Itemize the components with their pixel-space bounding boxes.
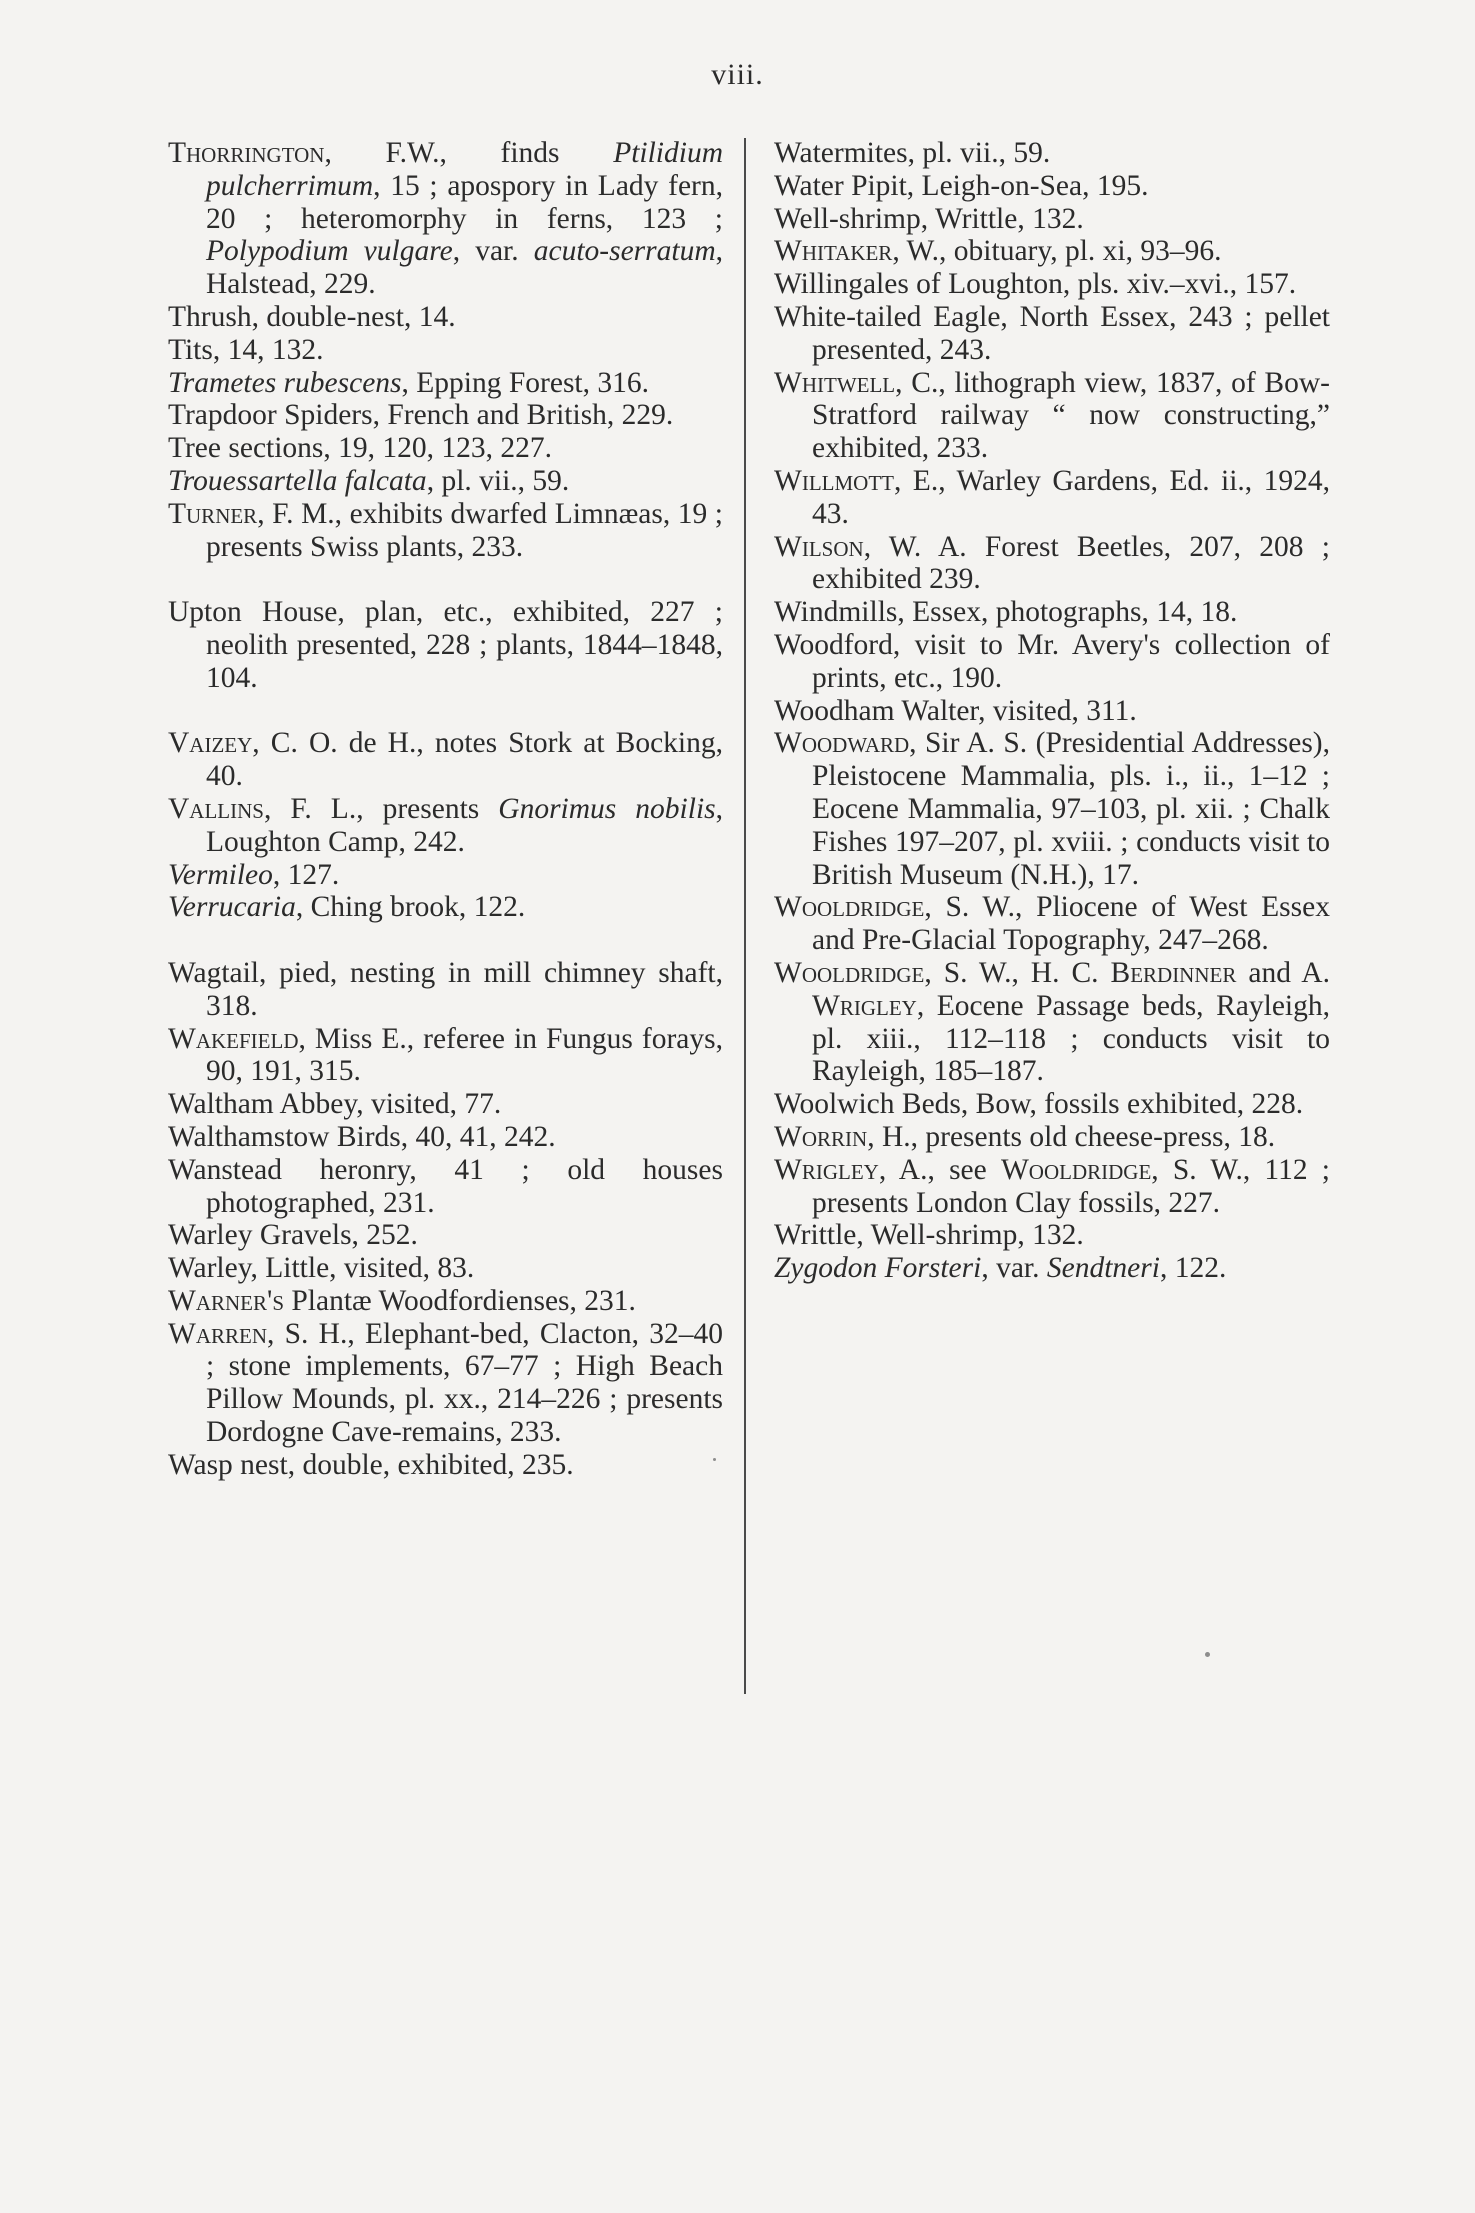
entry-text: Woodham Walter, visited, 311. bbox=[774, 694, 1137, 727]
entry-text: , Loughton Camp, 242. bbox=[206, 792, 723, 858]
entry-text: Windmills, Essex, photographs, 14, 18. bbox=[774, 596, 1238, 629]
entry-text: , pl. vii., 59. bbox=[426, 464, 570, 497]
entry-name: Whitwell bbox=[774, 366, 896, 399]
index-entry bbox=[168, 596, 723, 694]
entry-text: Watermites, pl. vii., 59. bbox=[774, 137, 1051, 169]
entry-taxon: Verrucaria bbox=[168, 891, 296, 924]
entry-text: , 15 ; apospory in Lady fern, 20 ; heteromorphy in ferns, 123 ; bbox=[206, 169, 723, 235]
entry-text: , S. W., 112 ; presents London Clay fossils, 227. bbox=[812, 1153, 1330, 1219]
section-gap bbox=[168, 695, 723, 728]
entry-text: Writtle, Well-shrimp, 132. bbox=[774, 1219, 1084, 1252]
entry-name: Vallins bbox=[168, 792, 264, 825]
index-entry bbox=[168, 432, 723, 465]
section-gap bbox=[168, 924, 723, 957]
entry-name: Wilson bbox=[774, 530, 864, 563]
entry-text: Wasp nest, double, exhibited, 235. bbox=[168, 1448, 574, 1481]
entry-text: , W., obituary, pl. xi, 93–96. bbox=[892, 235, 1222, 268]
index-entry bbox=[774, 1252, 1330, 1285]
entry-name: Thorrington bbox=[168, 137, 325, 169]
entry-text: , C., lithograph view, 1837, of Bow-Stratford railway “ now constructing,” exhibited, 233. bbox=[812, 366, 1330, 465]
paper-speck bbox=[1205, 1652, 1210, 1657]
entry-text: , E., Warley Gardens, Ed. ii., 1924, 43. bbox=[812, 464, 1330, 530]
index-entry bbox=[168, 367, 723, 400]
entry-text: Walthamstow Birds, 40, 41, 242. bbox=[168, 1120, 556, 1153]
entry-taxon: Polypodium vulgare bbox=[206, 235, 453, 268]
entry-name: Worrin bbox=[774, 1120, 868, 1153]
index-entry bbox=[168, 301, 723, 334]
entry-name: Wrigley bbox=[812, 989, 917, 1022]
index-entry bbox=[168, 1121, 723, 1154]
index-entry bbox=[168, 891, 723, 924]
section-gap bbox=[168, 563, 723, 596]
index-entry bbox=[774, 268, 1330, 301]
entry-name: Berdinner bbox=[1110, 956, 1237, 989]
entry-text: , S. H., Elephant-bed, Clacton, 32–40 ; stone implements, 67–77 ; High Beach Pillow Mounds, pl. xx., 214–226 ; presents Dordogne Cave-remains, 233. bbox=[206, 1317, 723, 1449]
entry-text: Warley, Little, visited, 83. bbox=[168, 1252, 475, 1285]
entry-text: and A. bbox=[1236, 956, 1330, 989]
entry-text: Tits, 14, 132. bbox=[168, 333, 324, 366]
index-entry bbox=[168, 1088, 723, 1121]
entry-text: , Miss E., referee in Fungus forays, 90, 191, 315. bbox=[206, 1022, 723, 1088]
index-entry bbox=[774, 1121, 1330, 1154]
entry-text: Plantæ Woodfordienses, 231. bbox=[284, 1284, 636, 1317]
index-entry bbox=[774, 1154, 1330, 1220]
entry-text: , F.W., finds bbox=[324, 137, 614, 169]
entry-taxon: Trametes rubescens bbox=[168, 366, 402, 399]
entry-name: Turner bbox=[168, 497, 258, 530]
entry-text: Wanstead heronry, 41 ; old houses photographed, 231. bbox=[168, 1153, 723, 1219]
entry-taxon: Zygodon Forsteri bbox=[774, 1252, 982, 1285]
index-entry bbox=[774, 695, 1330, 728]
entry-name: Willmott bbox=[774, 464, 894, 497]
index-entry bbox=[774, 367, 1330, 465]
index-entry bbox=[774, 465, 1330, 531]
paper-speck bbox=[713, 1458, 716, 1461]
entry-name: Wooldridge bbox=[1000, 1153, 1152, 1186]
entry-text: , Ching brook, 122. bbox=[295, 891, 526, 924]
entry-text: Water Pipit, Leigh-on-Sea, 195. bbox=[774, 169, 1149, 202]
page-number: viii. bbox=[711, 58, 764, 91]
entry-taxon: Vermileo bbox=[168, 858, 273, 891]
entry-text: , 127. bbox=[272, 858, 340, 891]
entry-text: Warley Gravels, 252. bbox=[168, 1219, 418, 1252]
index-entry bbox=[774, 1219, 1330, 1252]
entry-name: Warren bbox=[168, 1317, 268, 1350]
entry-text: White-tailed Eagle, North Essex, 243 ; pellet presented, 243. bbox=[774, 300, 1330, 366]
index-entry bbox=[168, 1252, 723, 1285]
index-column-right bbox=[774, 137, 1330, 1285]
entry-text: , 122. bbox=[1159, 1252, 1227, 1285]
entry-text: Tree sections, 19, 120, 123, 227. bbox=[168, 432, 553, 465]
entry-text: , S. W., H. C. bbox=[924, 956, 1111, 989]
index-entry bbox=[168, 399, 723, 432]
entry-text: , F. M., exhibits dwarfed Limnæas, 19 ; presents Swiss plants, 233. bbox=[206, 497, 723, 563]
entry-text: Upton House, plan, etc., exhibited, 227 ; neolith presented, 228 ; plants, 1844–1848, 104. bbox=[168, 596, 723, 694]
index-column-left bbox=[168, 137, 723, 1482]
entry-text: , Halstead, 229. bbox=[206, 235, 724, 301]
index-entry bbox=[774, 596, 1330, 629]
index-entry bbox=[168, 1219, 723, 1252]
entry-name: Woodward bbox=[774, 727, 910, 760]
index-entry bbox=[774, 1088, 1330, 1121]
entry-taxon: Gnorimus nobilis bbox=[498, 792, 716, 825]
entry-text: , S. W., Pliocene of West Essex and Pre-Glacial Topography, 247–268. bbox=[812, 891, 1330, 957]
entry-text: , Sir A. S. (Presidential Addresses), Pleistocene Mammalia, pls. i., ii., 1–12 ; Eocene Mammalia, 97–103, pl. xii. ; Chalk Fishes 197–207, pl. xviii. ; conducts visit to British Museum (N.H.), 17. bbox=[812, 727, 1330, 891]
index-entry bbox=[774, 531, 1330, 597]
entry-text: , C. O. de H., notes Stork at Bocking, 40. bbox=[206, 727, 723, 793]
entry-name: Wakefield bbox=[168, 1022, 299, 1055]
index-entry bbox=[168, 793, 723, 859]
entry-text: , W. A. Forest Beetles, 207, 208 ; exhibited 239. bbox=[812, 530, 1330, 596]
index-entry bbox=[168, 1318, 723, 1449]
index-entry bbox=[168, 1449, 723, 1482]
entry-text: Trapdoor Spiders, French and British, 229. bbox=[168, 399, 674, 432]
index-entry bbox=[774, 137, 1330, 170]
index-entry bbox=[168, 465, 723, 498]
entry-taxon: Ptilidium pulcherrimum bbox=[206, 137, 723, 202]
index-entry bbox=[774, 727, 1330, 891]
entry-text: Wagtail, pied, nesting in mill chimney shaft, 318. bbox=[168, 956, 723, 1022]
index-entry bbox=[168, 137, 723, 301]
entry-text: , F. L., presents bbox=[263, 792, 499, 825]
entry-name: Wooldridge bbox=[774, 891, 925, 924]
entry-text: Woodford, visit to Mr. Avery's collection of prints, etc., 190. bbox=[774, 628, 1330, 694]
entry-text: , Eocene Passage beds, Rayleigh, pl. xiii., 112–118 ; conducts visit to Rayleigh, 185–187. bbox=[812, 989, 1330, 1088]
index-entry bbox=[774, 629, 1330, 695]
entry-text: Waltham Abbey, visited, 77. bbox=[168, 1088, 502, 1121]
entry-name: Vaizey bbox=[168, 727, 253, 760]
index-entry bbox=[774, 235, 1330, 268]
entry-text: , var. bbox=[452, 235, 534, 268]
entry-name: Warner's bbox=[168, 1284, 285, 1317]
index-entry bbox=[168, 334, 723, 367]
index-entry bbox=[774, 203, 1330, 236]
entry-name: Wooldridge bbox=[774, 956, 925, 989]
index-entry bbox=[168, 498, 723, 564]
entry-text: Woolwich Beds, Bow, fossils exhibited, 228. bbox=[774, 1088, 1304, 1121]
index-entry bbox=[774, 957, 1330, 1088]
entry-name: Whitaker bbox=[774, 235, 893, 268]
index-entry bbox=[774, 301, 1330, 367]
entry-text: Willingales of Loughton, pls. xiv.–xvi., 157. bbox=[774, 268, 1297, 301]
entry-text: , var. bbox=[981, 1252, 1047, 1285]
index-entry bbox=[774, 170, 1330, 203]
entry-name: Wrigley bbox=[774, 1153, 879, 1186]
entry-text: , A., see bbox=[878, 1153, 1001, 1186]
entry-taxon: acuto-serratum bbox=[533, 235, 716, 268]
entry-taxon: Sendtneri bbox=[1046, 1252, 1160, 1285]
entry-text: Well-shrimp, Writtle, 132. bbox=[774, 202, 1084, 235]
entry-taxon: Trouessartella falcata bbox=[168, 464, 427, 497]
index-entry bbox=[168, 859, 723, 892]
index-entry bbox=[168, 727, 723, 793]
index-entry bbox=[168, 957, 723, 1023]
entry-text: , H., presents old cheese-press, 18. bbox=[867, 1120, 1276, 1153]
column-divider bbox=[744, 138, 746, 1694]
index-entry bbox=[168, 1285, 723, 1318]
entry-text: Thrush, double-nest, 14. bbox=[168, 300, 456, 333]
index-entry bbox=[774, 891, 1330, 957]
entry-text: , Epping Forest, 316. bbox=[401, 366, 649, 399]
index-entry bbox=[168, 1023, 723, 1089]
index-entry bbox=[168, 1154, 723, 1220]
